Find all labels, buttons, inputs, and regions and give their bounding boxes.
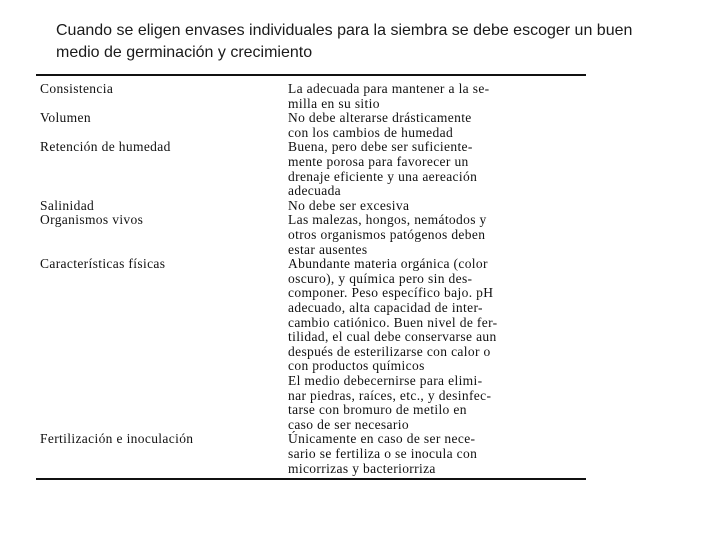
table-row-description-line: micorrizas y bacteriorriza — [288, 460, 436, 476]
table-row-description-line: No debe ser excesiva — [288, 197, 410, 213]
table-row-description-line: tilidad, el cual debe conservarse aun — [288, 329, 497, 345]
table-row-description-line: después de esterilizarse con calor o — [288, 343, 491, 359]
table-row-description-line: con los cambios de humedad — [288, 124, 454, 140]
table-row-label: Características físicas — [40, 256, 166, 272]
table-row-description-line: drenaje eficiente y una aereación — [288, 168, 478, 184]
table-row-description-line: otros organismos patógenos deben — [288, 227, 486, 242]
table-top-rule — [36, 74, 586, 76]
properties-table — [36, 74, 586, 480]
table-row-description-line: La adecuada para mantener a la se- — [288, 81, 490, 96]
table-row-description-line: milla en su sitio — [288, 95, 380, 111]
table-row-description-line: No debe alterarse drásticamente — [288, 110, 472, 126]
caption-line-2: medio de germinación y crecimiento — [56, 44, 313, 61]
table-row-description-line: nar piedras, raíces, etc., y desinfec- — [288, 387, 492, 403]
caption-line-1: Cuando se eligen envases individuales para la siembra se debe escoger un buen — [56, 22, 633, 39]
table-row-label: Retención de humedad — [40, 139, 171, 155]
table-row-label: Fertilización e inoculación — [40, 431, 194, 447]
table-bottom-rule — [36, 478, 586, 480]
table-row-description-line: con productos químicos — [288, 358, 425, 374]
table-row-description-line: componer. Peso específico bajo. pH — [288, 285, 494, 301]
table-row-description-line: adecuado, alta capacidad de inter- — [288, 300, 483, 315]
table-row-description-line: adecuada — [288, 183, 342, 199]
table-row-description-line: Abundante materia orgánica (color — [288, 256, 488, 272]
table-row-label: Salinidad — [40, 197, 95, 213]
slide-caption — [56, 20, 696, 64]
table-row-description-line: cambio catiónico. Buen nivel de fer- — [288, 314, 498, 330]
table-row-description-line: caso de ser necesario — [288, 416, 409, 432]
table-row-label: Organismos vivos — [40, 212, 144, 228]
table-row-description-line: Buena, pero debe ser suficiente- — [288, 139, 473, 155]
table-row-description-line: mente porosa para favorecer un — [288, 154, 469, 169]
table-row-description-line: tarse con bromuro de metilo en — [288, 402, 467, 418]
table-row-description-line: Las malezas, hongos, nemátodos y — [288, 212, 487, 228]
table-row-description-line: sario se fertiliza o se inocula con — [288, 446, 478, 461]
table-row-description-line: oscuro), y química pero sin des- — [288, 270, 473, 286]
table-row-description-line: estar ausentes — [288, 241, 368, 257]
table-row-label: Consistencia — [40, 81, 114, 96]
table-row-description-line: El medio debecernirse para elimi- — [288, 373, 483, 388]
table-row-label: Volumen — [40, 110, 91, 126]
table-row-description-line: Únicamente en caso de ser nece- — [288, 431, 476, 447]
